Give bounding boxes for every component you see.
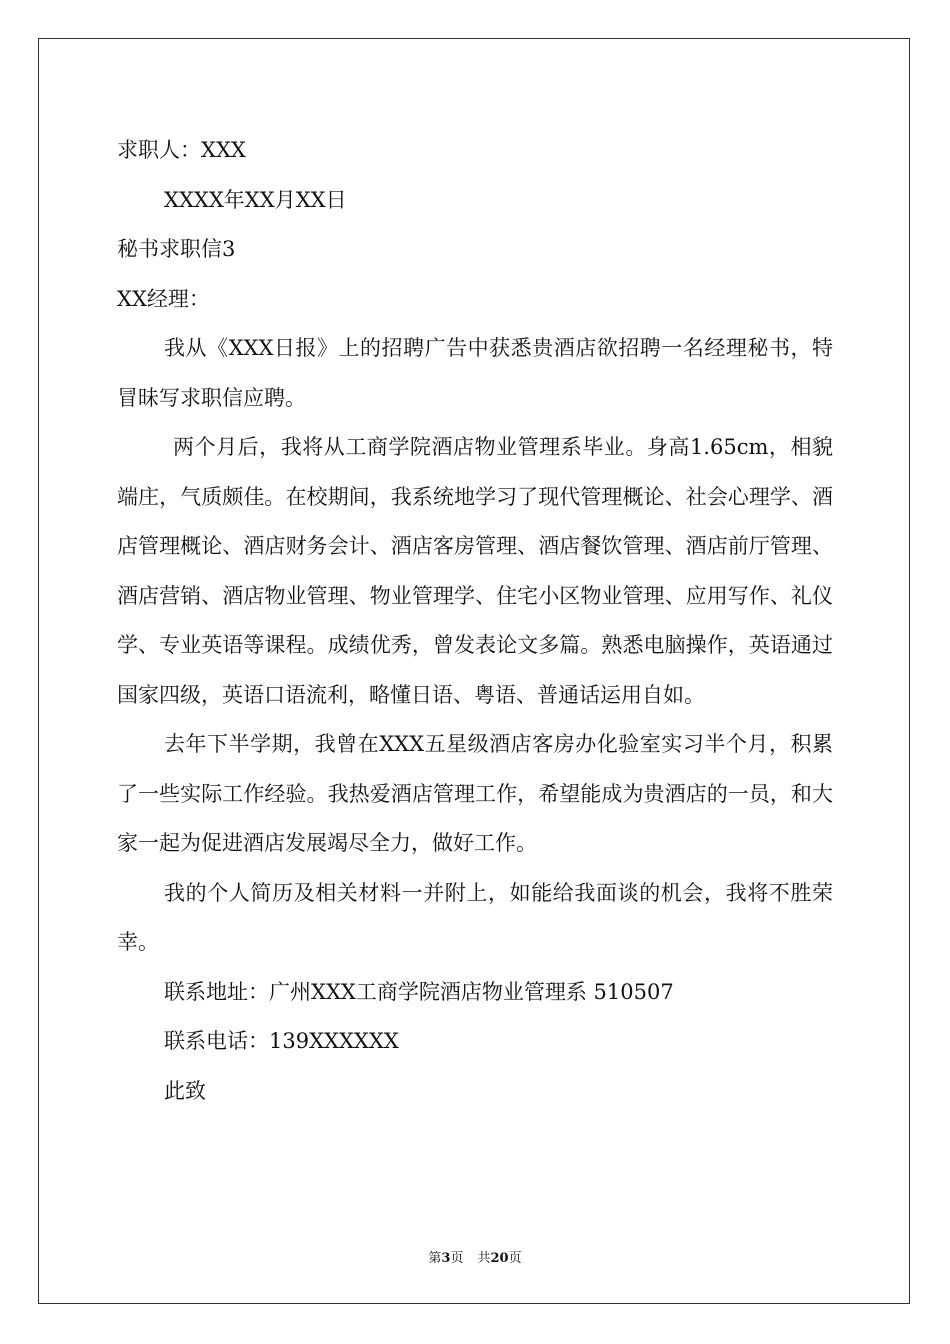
- applicant-line: 求职人：XXX: [117, 138, 246, 162]
- document-body: [117, 126, 833, 1116]
- closing: 此致: [164, 1078, 206, 1103]
- section-title: 秘书求职信3: [117, 237, 236, 261]
- footer-total-suffix: 页: [508, 1251, 522, 1266]
- date-line: XXXX年XX月XX日: [164, 187, 347, 212]
- paragraph-3: 去年下半学期，我曾在XXX五星级酒店客房办化验室实习半个月，积累了一些实际工作经验。我热爱酒店管理工作，希望能成为贵酒店的一员，和大家一起为促进酒店发展竭尽全力，做好工作。: [117, 732, 833, 855]
- paragraph-1: 我从《XXX日报》上的招聘广告中获悉贵酒店欲招聘一名经理秘书，特冒昧写求职信应聘。: [117, 336, 833, 410]
- footer-total-pages: 20: [490, 1251, 509, 1266]
- footer-total-prefix: 共: [477, 1251, 491, 1266]
- salutation: XX经理：: [117, 286, 210, 311]
- paragraph-2: 两个月后，我将从工商学院酒店物业管理系毕业。身高1.65cm，相貌端庄，气质颇佳。在校期间，我系统地学习了现代管理概论、社会心理学、酒店管理概论、酒店财务会计、酒店客房管理、酒店餐饮管理、酒店前厅管理、酒店营销、酒店物业管理、物业管理学、住宅小区物业管理、应用写作、礼仪学、专业英语等课程。成绩优秀，曾发表论文多篇。熟悉电脑操作，英语通过国家四级，英语口语流利，略懂日语、粤语、普通话运用自如。: [117, 435, 833, 707]
- contact-address: 联系地址：广州XXX工商学院酒店物业管理系 510507: [164, 979, 674, 1004]
- footer-page-suffix: 页: [450, 1251, 464, 1266]
- footer-page-prefix: 第: [428, 1251, 442, 1266]
- footer-page-number: 3: [441, 1251, 451, 1266]
- contact-phone: 联系电话：139XXXXXX: [164, 1029, 399, 1053]
- page-footer: [0, 1247, 950, 1266]
- paragraph-4: 我的个人简历及相关材料一并附上，如能给我面谈的机会，我将不胜荣幸。: [117, 880, 833, 954]
